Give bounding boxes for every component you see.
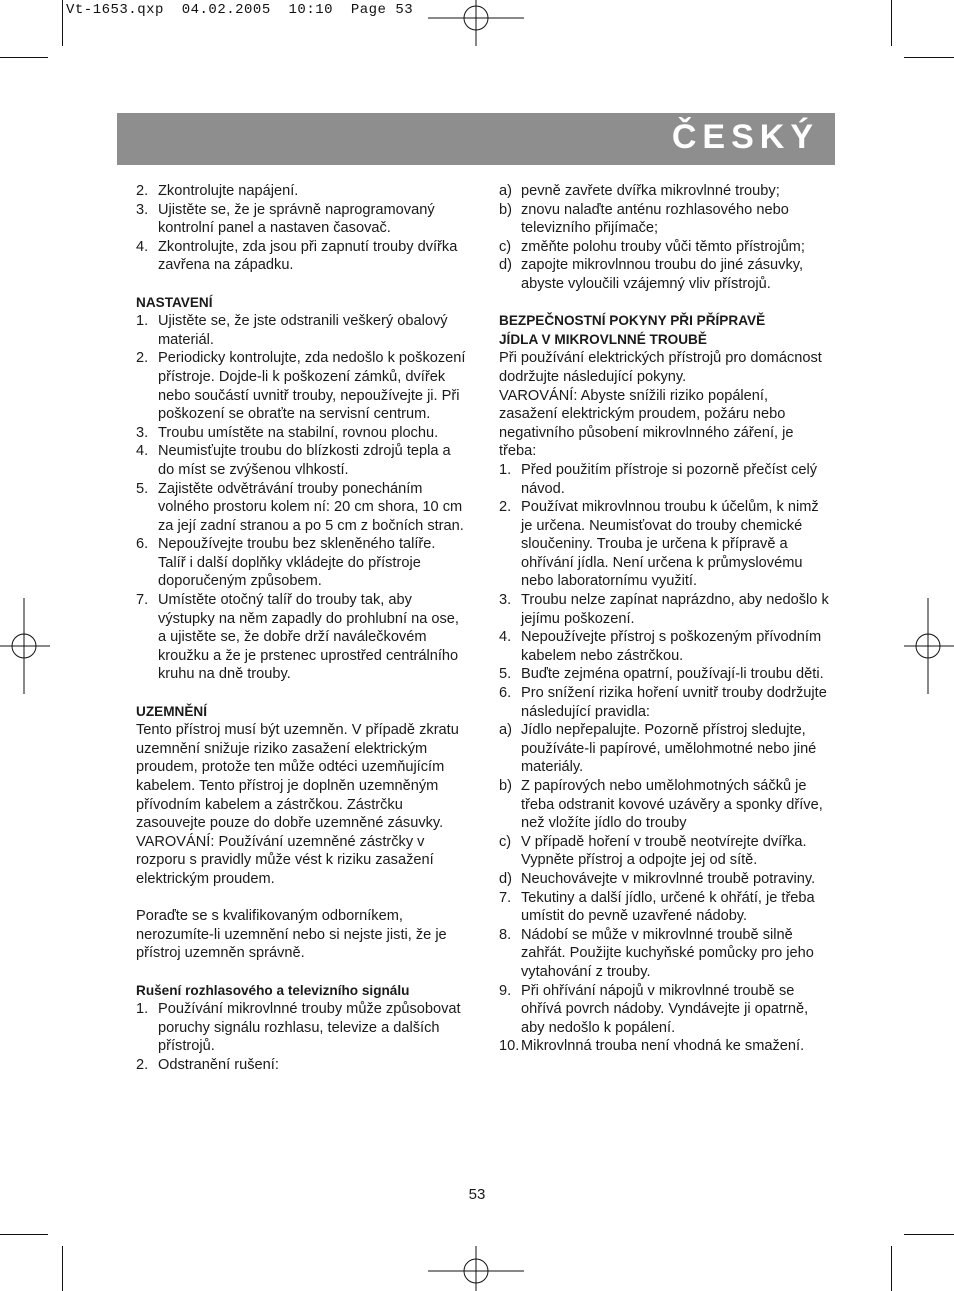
item-text: Používat mikrovlnnou troubu k účelům, k nimž je určena. Neumisťovat do trouby chemické sloučeniny. Trouba je určena k přípravě a ohřívání jídla. Není určena k průmyslovému nebo laboratornímu využití.	[521, 499, 819, 590]
item-number: a)	[499, 183, 512, 199]
item-number: 2.	[136, 183, 149, 199]
item-number: 3.	[136, 424, 149, 441]
list-item	[499, 721, 829, 777]
nastaveni-list	[136, 312, 466, 684]
uzemneni-paragraph: Tento přístroj musí být uzemněn. V případě zkratu uzemnění snižuje riziko zasažení elektrickým proudem, protože ten může odtéci uzemňujícím kabelem. Tento přístroj je doplněn uzemněným přívodním kabelem a zástrčkou. Zástrčku zasouvejte pouze do dobře uzemněné zásuvky.	[136, 722, 459, 832]
uzemneni-advice: Poraďte se s kvalifikovaným odborníkem, nerozumíte-li uzemnění nebo si nejste jisti, že je přístroj uzemněn správně.	[136, 908, 447, 962]
crop-mark-bottom-right-h	[904, 1234, 954, 1235]
item-text: Nepoužívejte troubu bez skleněného talíře. Talíř i další doplňky vkládejte do přístroje doporučeným způsobem.	[158, 536, 436, 590]
list-item	[499, 684, 829, 721]
item-number: 8.	[499, 926, 512, 943]
item-text: Nepoužívejte přístroj s poškozeným přívodním kabelem nebo zástrčkou.	[521, 629, 822, 664]
item-number: 7.	[499, 889, 512, 906]
item-text: Troubu nelze zapínat naprázdno, aby nedošlo k jejímu poškození.	[521, 592, 829, 627]
list-item	[136, 1056, 466, 1075]
list-item	[499, 889, 829, 926]
list-item	[499, 982, 829, 1038]
intro-list	[136, 182, 466, 275]
list-item	[136, 1000, 466, 1056]
item-number: 2.	[136, 350, 149, 367]
item-text: Před použitím přístroje si pozorně přečíst celý návod.	[521, 461, 818, 497]
item-text: Ujistěte se, že jste odstranili veškerý obalový materiál.	[158, 313, 448, 348]
item-number: 4.	[499, 629, 512, 646]
item-text: Periodicky kontrolujte, zda nedošlo k poškození přístroje. Dojde-li k poškození zámků, dvířek nebo součástí uvnitř trouby, nepoužívejte ji. Při poškození se obraťte na servisní centrum.	[158, 350, 466, 423]
item-number: 2.	[499, 499, 512, 516]
fix-list	[499, 182, 829, 294]
list-item	[499, 201, 829, 238]
item-text: Buďte zejména opatrní, používají-li troubu děti.	[521, 666, 824, 683]
list-item	[136, 201, 466, 238]
list-item	[136, 535, 466, 591]
list-item	[136, 591, 466, 684]
item-number: c)	[499, 238, 512, 255]
right-column	[499, 182, 829, 1056]
list-item	[499, 628, 829, 665]
list-item	[499, 461, 829, 498]
print-slug: Vt-1653.qxp 04.02.2005 10:10 Page 53	[66, 2, 414, 18]
list-item	[136, 349, 466, 423]
bezpecnost-intro: Při používání elektrických přístrojů pro domácnost dodržujte následující pokyny.	[499, 350, 822, 385]
item-text: Zkontrolujte, zda jsou při zapnutí trouby dvířka zavřena na západku.	[158, 238, 458, 274]
item-text: Troubu umístěte na stabilní, rovnou plochu.	[158, 424, 439, 441]
item-number: 5.	[136, 480, 149, 497]
item-number: 1.	[136, 1001, 149, 1018]
item-number: 4.	[136, 238, 149, 255]
item-number: 3.	[136, 201, 149, 218]
uzemneni-warning: VAROVÁNÍ: Používání uzemněné zástrčky v rozporu s pravidly může vést k riziku zasažení elektrickým proudem.	[136, 833, 434, 887]
list-item	[499, 926, 829, 982]
item-text: Zkontrolujte napájení.	[158, 183, 299, 199]
list-item	[136, 238, 466, 275]
ruseni-list	[136, 1000, 466, 1074]
item-text: Jídlo nepřepalujte. Pozorně přístroj sledujte, používáte-li papírové, umělohmotné nebo jiné materiály.	[521, 722, 817, 776]
item-text: pevně zavřete dvířka mikrovlnné trouby;	[521, 183, 780, 199]
list-item	[136, 480, 466, 536]
banner-title: ČESKÝ	[671, 118, 819, 156]
item-number: b)	[499, 778, 512, 794]
item-text: Při ohřívání nápojů v mikrovlnné troubě se ohřívá povrch nádoby. Vyndávejte ji opatrně, aby nedošlo k popálení.	[521, 982, 809, 1036]
item-text: Ujistěte se, že je správně naprogramovaný kontrolní panel a nastaven časovač.	[158, 201, 435, 237]
item-text: zapojte mikrovlnnou troubu do jiné zásuvky, abyste vyloučili vzájemný vliv přístrojů.	[521, 257, 804, 292]
item-number: 1.	[136, 313, 149, 330]
section-heading-bezpecnost: BEZPEČNOSTNÍ POKYNY PŘI PŘÍPRAVĚ	[499, 313, 766, 329]
list-item	[499, 498, 829, 591]
registration-mark-right-icon	[904, 598, 954, 694]
item-number: 3.	[499, 592, 512, 609]
list-item	[136, 424, 466, 443]
item-text: Zajistěte odvětrávání trouby ponecháním volného prostoru kolem ní: 20 cm shora, 10 cm za její zadní stranou a po 5 cm z bočních stran.	[158, 480, 464, 534]
list-item	[499, 777, 829, 833]
item-text: Odstranění rušení:	[158, 1056, 279, 1073]
crop-mark-bottom-left-h	[0, 1234, 48, 1235]
item-number: 9.	[499, 982, 512, 999]
item-text: Používání mikrovlnné trouby může způsobovat poruchy signálu rozhlasu, televize a dalších přístrojů.	[158, 1001, 461, 1055]
item-number: 10.	[499, 1038, 520, 1055]
item-text: V případě hoření v troubě neotvírejte dvířka. Vypněte přístroj a odpojte jej od sítě.	[521, 833, 807, 869]
item-number: c)	[499, 833, 512, 850]
item-number: 4.	[136, 443, 149, 460]
item-text: Umístěte otočný talíř do trouby tak, aby výstupky na něm zapadly do prohlubní na ose, a ujistěte se, že dobře drží naválečkovém kroužku a že je prstenec uprostřed centrálního kruhu na dně trouby.	[158, 592, 459, 683]
page-number: 53	[468, 1186, 486, 1203]
crop-mark-top-left-v	[62, 0, 63, 46]
item-text: Pro snížení rizika hoření uvnitř trouby dodržujte následující pravidla:	[521, 685, 827, 720]
section-heading-uzemneni: UZEMNĚNÍ	[136, 703, 207, 719]
item-text: Mikrovlnná trouba není vhodná ke smažení.	[521, 1038, 805, 1055]
list-item	[499, 238, 829, 257]
crop-mark-bottom-left-v	[62, 1246, 63, 1291]
list-item	[499, 591, 829, 628]
item-number: 5.	[499, 666, 512, 683]
list-item	[499, 665, 829, 684]
item-number: a)	[499, 722, 512, 739]
list-item	[499, 870, 829, 889]
item-text: Neumisťujte troubu do blízkosti zdrojů tepla a do míst se zvýšenou vlhkostí.	[158, 443, 451, 478]
item-text: Tekutiny a další jídlo, určené k ohřátí, je třeba umístit do pevně uzavřené nádoby.	[521, 889, 815, 925]
list-item	[136, 182, 466, 201]
item-text: změňte polohu trouby vůči těmto přístrojům;	[521, 238, 805, 255]
item-number: 2.	[136, 1056, 149, 1073]
crop-mark-top-right-h	[904, 57, 954, 58]
section-heading-ruseni: Rušení rozhlasového a televizního signálu	[136, 982, 410, 998]
list-item	[499, 256, 829, 293]
item-number: d)	[499, 870, 512, 887]
list-item	[499, 833, 829, 870]
registration-mark-left-icon	[0, 598, 50, 694]
section-heading-nastaveni: NASTAVENÍ	[136, 294, 213, 310]
section-heading-bezpecnost-line2: JÍDLA V MIKROVLNNÉ TROUBĚ	[499, 331, 707, 347]
item-number: 6.	[136, 536, 149, 553]
item-text: Nádobí se může v mikrovlnné troubě silně zahřát. Použijte kuchyňské pomůcky pro jeho vytahování z trouby.	[521, 926, 814, 980]
item-number: d)	[499, 257, 512, 274]
language-banner	[117, 113, 835, 165]
item-text: Z papírových nebo umělohmotných sáčků je třeba odstranit kovové uzávěry a sponky dříve, než vložíte jídlo do trouby	[521, 778, 823, 832]
list-item	[136, 442, 466, 479]
list-item	[136, 312, 466, 349]
crop-mark-bottom-right-v	[891, 1246, 892, 1291]
item-text: Neuchovávejte v mikrovlnné troubě potraviny.	[521, 870, 816, 887]
registration-mark-bottom-icon	[428, 1246, 524, 1291]
item-number: 6.	[499, 685, 512, 702]
item-number: 1.	[499, 461, 512, 478]
bezpecnost-list	[499, 461, 829, 1056]
bezpecnost-warning: VAROVÁNÍ: Abyste snížili riziko popálení, zasažení elektrickým proudem, požáru nebo negativního působení mikrovlnného záření, je třeba:	[499, 387, 794, 460]
list-item	[499, 1037, 829, 1056]
item-number: b)	[499, 201, 512, 218]
item-text: znovu nalaďte anténu rozhlasového nebo televizního přijímače;	[521, 201, 789, 237]
item-number: 7.	[136, 592, 149, 609]
registration-mark-top-icon	[428, 0, 524, 46]
left-column	[136, 182, 466, 1075]
crop-mark-top-right-v	[891, 0, 892, 46]
crop-mark-top-left-h	[0, 57, 48, 58]
list-item	[499, 182, 829, 201]
